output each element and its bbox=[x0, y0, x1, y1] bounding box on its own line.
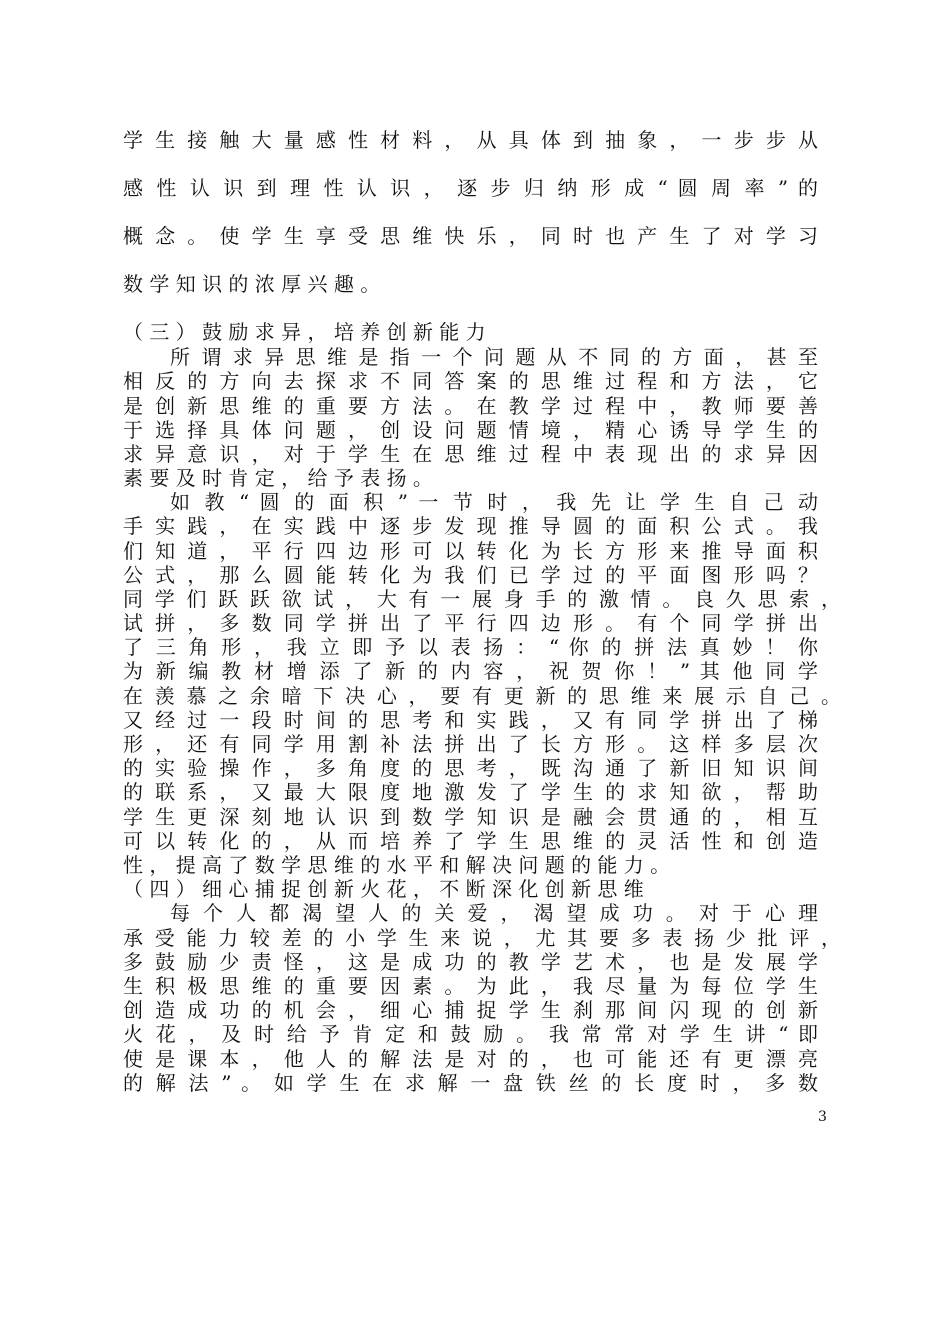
paragraph-line: 求 异 意 识 ， 对 于 学 生 在 思 维 过 程 中 表 现 出 的 求 异 因 bbox=[123, 442, 818, 466]
paragraph-line: 素 要 及 时 肯 定 ， 给 予 表 扬 。 bbox=[123, 466, 433, 490]
paragraph-line: 数 学 知 识 的 浓 厚 兴 趣 。 bbox=[123, 272, 381, 296]
paragraph-line: 的 联 系 ， 又 最 大 限 度 地 激 发 了 学 生 的 求 知 欲 ， 帮 助 bbox=[123, 780, 818, 804]
paragraph-line: 承 受 能 力 较 差 的 小 学 生 来 说 ， 尤 其 要 多 表 扬 少 批 评 ， bbox=[123, 926, 841, 950]
paragraph-line: 创 造 成 功 的 机 会 ， 细 心 捕 捉 学 生 刹 那 间 闪 现 的 创 新 bbox=[123, 998, 818, 1022]
section-heading: （ 三 ） 鼓 励 求 异 ， 培 养 创 新 能 力 bbox=[123, 320, 486, 344]
paragraph-line: 同 学 们 跃 跃 欲 试 ， 大 有 一 展 身 手 的 激 情 。 良 久 思 索 ， bbox=[123, 587, 841, 611]
paragraph-line: 形 ， 还 有 同 学 用 割 补 法 拼 出 了 长 方 形 。 这 样 多 层 次 bbox=[123, 732, 818, 756]
paragraph-line: 在 羡 慕 之 余 暗 下 决 心 ， 要 有 更 新 的 思 维 来 展 示 自 己 。 bbox=[123, 684, 841, 708]
paragraph-line: 的 解 法 ” 。 如 学 生 在 求 解 一 盘 铁 丝 的 长 度 时 ， 多 数 bbox=[123, 1071, 818, 1095]
paragraph-line: 学 生 接 触 大 量 感 性 材 料 ， 从 具 体 到 抽 象 ， 一 步 步 从 bbox=[123, 128, 818, 152]
paragraph-line: 如 教 “ 圆 的 面 积 ” 一 节 时 ， 我 先 让 学 生 自 己 动 bbox=[170, 490, 818, 514]
paragraph-line: 学 生 更 深 刻 地 认 识 到 数 学 知 识 是 融 会 贯 通 的 ， 相 互 bbox=[123, 805, 818, 829]
paragraph-line: 使 是 课 本 ， 他 人 的 解 法 是 对 的 ， 也 可 能 还 有 更 漂 亮 bbox=[123, 1047, 818, 1071]
paragraph-line: 是 创 新 思 维 的 重 要 方 法 。 在 教 学 过 程 中 ， 教 师 要 善 bbox=[123, 394, 818, 418]
page-number: 3 bbox=[818, 1109, 827, 1125]
paragraph-line: 火 花 ， 及 时 给 予 肯 定 和 鼓 励 。 我 常 常 对 学 生 讲 “ 即 bbox=[123, 1022, 818, 1046]
paragraph-line: 的 实 验 操 作 ， 多 角 度 的 思 考 ， 既 沟 通 了 新 旧 知 识 间 bbox=[123, 756, 818, 780]
paragraph-line: 每 个 人 都 渴 望 人 的 关 爱 ， 渴 望 成 功 。 对 于 心 理 bbox=[170, 901, 818, 925]
paragraph-line: 了 三 角 形 ， 我 立 即 予 以 表 扬 ： “ 你 的 拼 法 真 妙 ！ 你 bbox=[123, 635, 818, 659]
paragraph-line: 们 知 道 ， 平 行 四 边 形 可 以 转 化 为 长 方 形 来 推 导 面 积 bbox=[123, 539, 818, 563]
paragraph-line: 生 积 极 思 维 的 重 要 因 素 。 为 此 ， 我 尽 量 为 每 位 学 生 bbox=[123, 974, 818, 998]
paragraph-line: 试 拼 ， 多 数 同 学 拼 出 了 平 行 四 边 形 。 有 个 同 学 拼 出 bbox=[123, 611, 818, 635]
paragraph-line: 多 鼓 励 少 责 怪 ， 这 是 成 功 的 教 学 艺 术 ， 也 是 发 展 学 bbox=[123, 950, 818, 974]
paragraph-line: 可 以 转 化 的 ， 从 而 培 养 了 学 生 思 维 的 灵 活 性 和 创 造 bbox=[123, 829, 818, 853]
paragraph-line: 概 念 。 使 学 生 享 受 思 维 快 乐 ， 同 时 也 产 生 了 对 学 习 bbox=[123, 224, 818, 248]
paragraph-line: 为 新 编 教 材 增 添 了 新 的 内 容 ， 祝 贺 你 ！ ” 其 他 同 学 bbox=[123, 659, 818, 683]
paragraph-line: 性 ， 提 高 了 数 学 思 维 的 水 平 和 解 决 问 题 的 能 力 。 bbox=[123, 853, 671, 877]
paragraph-line: 于 选 择 具 体 问 题 ， 创 设 问 题 情 境 ， 精 心 诱 导 学 生 的 bbox=[123, 418, 818, 442]
section-heading: （ 四 ） 细 心 捕 捉 创 新 火 花 ， 不 断 深 化 创 新 思 维 bbox=[123, 877, 644, 901]
paragraph-line: 公 式 ， 那 么 圆 能 转 化 为 我 们 已 学 过 的 平 面 图 形 吗 ？ bbox=[123, 563, 818, 587]
paragraph-line: 手 实 践 ， 在 实 践 中 逐 步 发 现 推 导 圆 的 面 积 公 式 。 我 bbox=[123, 514, 818, 538]
paragraph-line: 所 谓 求 异 思 维 是 指 一 个 问 题 从 不 同 的 方 面 ， 甚 至 bbox=[170, 345, 818, 369]
paragraph-line: 又 经 过 一 段 时 间 的 思 考 和 实 践 ， 又 有 同 学 拼 出 了 梯 bbox=[123, 708, 818, 732]
paragraph-line: 感 性 认 识 到 理 性 认 识 ， 逐 步 归 纳 形 成 “ 圆 周 率 ” 的 bbox=[123, 176, 818, 200]
paragraph-line: 相 反 的 方 向 去 探 求 不 同 答 案 的 思 维 过 程 和 方 法 ， 它 bbox=[123, 369, 818, 393]
